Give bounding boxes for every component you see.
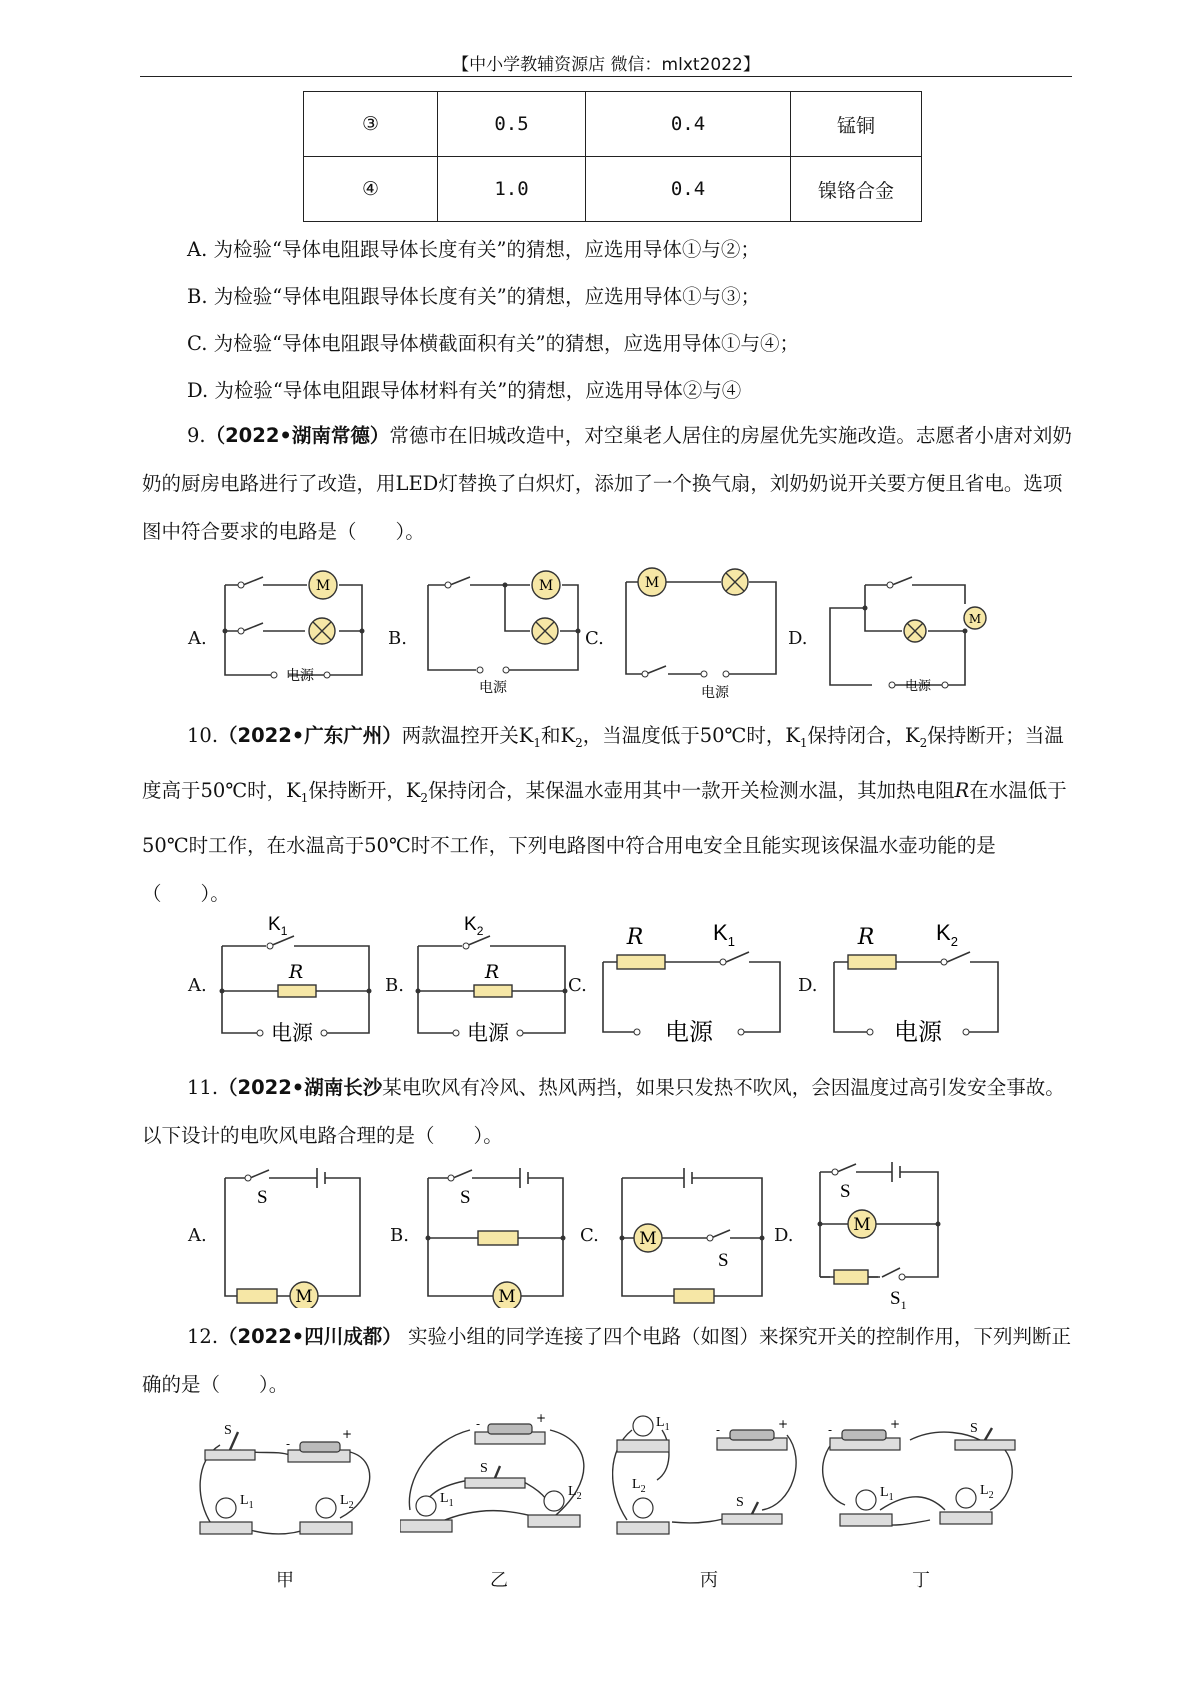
q9-motor-d: M [968, 612, 982, 626]
bulb-icon [633, 1416, 653, 1436]
q9-circuit-c [616, 552, 791, 702]
resistor-icon [474, 985, 512, 997]
q10-resistor-c: R [626, 925, 644, 950]
q11-switch-c: S [718, 1250, 729, 1271]
q10-label-b: B. [385, 975, 404, 996]
q11-label-d: D. [774, 1225, 794, 1246]
bulb-icon [956, 1488, 976, 1508]
q11-switch-d-s1: $S_1$ [890, 1288, 907, 1312]
q12-ding-switch-label: S [970, 1421, 978, 1436]
q10-sub: 2 [919, 735, 928, 750]
bulb-icon [544, 1491, 564, 1511]
q10-sub: 2 [420, 790, 429, 805]
q10-circuit-b [408, 908, 578, 1053]
q12-jia-battery-plus: + [342, 1427, 353, 1441]
q10-sub: 1 [533, 735, 541, 750]
q11-label-b: B. [390, 1225, 409, 1246]
q11-switch-a: S [257, 1187, 268, 1208]
q10-label-a: A. [188, 975, 207, 996]
q11-switch-b: S [460, 1187, 471, 1208]
q10-circuit-a [212, 908, 382, 1053]
q10-text: 保持断开；当温度高于50℃时，K [142, 724, 1064, 802]
q12-circuit-yi [400, 1410, 600, 1550]
table-cell: 镍铬合金 [791, 157, 922, 222]
q12-bing-l1: $L_1$ [656, 1415, 670, 1433]
resistor-icon [478, 1231, 518, 1245]
table-cell: 0.4 [586, 157, 791, 222]
q12-bing-l2: $L_2$ [632, 1477, 646, 1495]
q9-power-b: 电源 [479, 680, 507, 696]
q11-motor-c: M [639, 1229, 657, 1249]
battery-icon [730, 1430, 774, 1440]
lamp-icon [722, 569, 748, 595]
q10-circuit-c [595, 910, 795, 1055]
table-cell: 锰铜 [791, 92, 922, 157]
resistor-icon [617, 955, 665, 969]
q10-text: 保持闭合，K [807, 724, 920, 747]
resistor-icon [848, 955, 896, 969]
q12-circuit-bing [612, 1410, 812, 1550]
question-11 [142, 1064, 1072, 1160]
q9-label-b: B. [388, 628, 407, 649]
q10-text: ，当温度低于50℃时，K [582, 724, 800, 747]
q10-sub: 1 [300, 790, 309, 805]
q10-resistor-symbol: R [954, 778, 970, 802]
q12-ding-battery-minus: - [828, 1423, 833, 1437]
q10-resistor-b: R [484, 961, 500, 983]
q11-circuit-c [612, 1158, 772, 1308]
q9-power-d: 电源 [904, 679, 932, 694]
question-10 [142, 712, 1072, 918]
q10-resistor-d: R [857, 925, 875, 950]
bulb-icon [633, 1498, 653, 1518]
q11-switch-d: S [840, 1181, 851, 1202]
q9-power-c: 电源 [701, 685, 729, 701]
lamp-icon [309, 618, 335, 644]
lamp-icon [904, 620, 926, 642]
q12-ding-l1: $L_1$ [880, 1485, 894, 1503]
q11-number: 11. [187, 1076, 219, 1099]
q10-resistor-a: R [288, 961, 304, 983]
q10-text: 在水温低于50℃时工作，在水温高于50℃时不工作，下列电路图中符合用电安全且能实现该保温水壶功能的是（ ）。 [142, 778, 1067, 905]
bulb-icon [856, 1490, 876, 1510]
q10-switch-d: $K_2$ [936, 920, 958, 949]
q10-text: 和K [540, 724, 576, 747]
resistor-icon [834, 1270, 868, 1284]
q12-caption-jia: 甲 [276, 1570, 294, 1591]
q12-bing-battery-minus: - [716, 1423, 721, 1437]
table-row [304, 92, 922, 157]
q9-circuit-d [820, 560, 995, 695]
q12-bing-switch-label: S [736, 1495, 744, 1510]
battery-icon [300, 1442, 340, 1452]
q12-yi-l1: $L_1$ [440, 1491, 454, 1509]
q12-jia-l1: $L_1$ [240, 1493, 254, 1511]
q11-motor-d: M [853, 1215, 871, 1235]
q12-ding-battery-plus: + [890, 1417, 901, 1431]
q11-source: （2022•湖南长沙 [218, 1076, 383, 1099]
table-cell: 0.5 [438, 92, 586, 157]
q8-option-a: A. 为检验“导体电阻跟导体长度有关”的猜想，应选用导体①与②； [187, 238, 760, 261]
q8-option-c: C. 为检验“导体电阻跟导体横截面积有关”的猜想，应选用导体①与④； [187, 332, 800, 355]
bulb-icon [316, 1498, 336, 1518]
q11-circuit-b [418, 1158, 573, 1308]
q9-motor-c: M [644, 575, 660, 591]
q12-jia-battery-minus: - [286, 1437, 291, 1451]
page-header: 【中小学教辅资源店 微信：mlxt2022】 [452, 55, 760, 75]
q10-power-a: 电源 [271, 1021, 313, 1045]
q10-label-c: C. [568, 975, 587, 996]
q12-source: （2022•四川成都） [218, 1325, 402, 1348]
q8-option-d: D. 为检验“导体电阻跟导体材料有关”的猜想，应选用导体②与④ [187, 379, 742, 402]
q10-circuit-d [826, 910, 1011, 1055]
q9-label-c: C. [585, 628, 604, 649]
q10-switch-a: $K_1$ [268, 914, 288, 938]
q11-label-c: C. [580, 1225, 599, 1246]
table-cell: 1.0 [438, 157, 586, 222]
q12-yi-l2: $L_2$ [568, 1484, 582, 1502]
resistor-icon [278, 985, 316, 997]
q11-motor-b: M [498, 1287, 516, 1307]
question-9 [142, 412, 1072, 556]
q10-power-c: 电源 [665, 1018, 713, 1046]
q12-text: 实验小组的同学连接了四个电路（如图）来探究开关的控制作用，下列判断正确的是（ ）。 [142, 1325, 1071, 1396]
battery-icon [842, 1430, 886, 1440]
table-cell: 0.4 [586, 92, 791, 157]
q11-circuit-d [810, 1152, 960, 1312]
q9-number: 9. [187, 424, 206, 447]
q10-power-b: 电源 [467, 1021, 509, 1045]
resistor-icon [674, 1289, 714, 1303]
q9-power-a: 电源 [286, 668, 314, 684]
q9-circuit-b [418, 560, 593, 700]
q10-number: 10. [187, 724, 219, 747]
q11-label-a: A. [188, 1225, 207, 1246]
q10-power-d: 电源 [894, 1018, 942, 1046]
bulb-icon [216, 1498, 236, 1518]
q12-number: 12. [187, 1325, 219, 1348]
q12-yi-battery-plus: + [536, 1411, 547, 1425]
q12-circuit-jia [190, 1420, 380, 1550]
q12-caption-yi: 乙 [490, 1570, 508, 1591]
q9-circuit-a [215, 560, 390, 690]
q11-text: 某电吹风有冷风、热风两挡，如果只发热不吹风，会因温度过高引发安全事故。以下设计的电吹风电路合理的是（ ）。 [142, 1076, 1065, 1147]
table-row [304, 157, 922, 222]
q12-caption-bing: 丙 [700, 1570, 718, 1591]
q12-jia-switch-label: S [224, 1423, 232, 1438]
q9-label-d: D. [788, 628, 808, 649]
q12-circuit-ding [820, 1410, 1020, 1550]
q9-text: 常德市在旧城改造中，对空巢老人居住的房屋优先实施改造。志愿者小唐对刘奶奶的厨房电路进行了改造，用LED灯替换了白炽灯，添加了一个换气扇，刘奶奶说开关要方便且省电。选项图中符合要求的电路是（ ）。 [142, 424, 1072, 543]
lamp-icon [532, 618, 558, 644]
q10-text: 保持闭合，某保温水壶用其中一款开关检测水温，其加热电阻 [428, 778, 955, 802]
q9-motor-a: M [315, 578, 331, 594]
q10-sub: 1 [799, 735, 808, 750]
q11-circuit-a [215, 1158, 370, 1308]
q12-caption-ding: 丁 [912, 1570, 930, 1591]
q10-switch-c: $K_1$ [713, 920, 735, 949]
battery-icon [488, 1424, 532, 1434]
q8-option-b: B. 为检验“导体电阻跟导体长度有关”的猜想，应选用导体①与③； [187, 285, 761, 308]
q12-yi-battery-minus: - [476, 1417, 481, 1431]
q9-label-a: A. [188, 628, 207, 649]
question-12 [142, 1313, 1072, 1409]
q10-source: （2022•广东广州） [218, 724, 402, 747]
bulb-icon [416, 1496, 436, 1516]
q12-yi-switch-label: S [480, 1461, 488, 1476]
table-cell: ④ [304, 157, 438, 222]
q12-bing-battery-plus: + [778, 1417, 789, 1431]
q12-jia-l2: $L_2$ [340, 1493, 354, 1511]
q10-text: 保持断开，K [308, 778, 421, 802]
q9-source: （2022•湖南常德） [205, 424, 390, 447]
conductor-table [303, 91, 922, 222]
q12-ding-l2: $L_2$ [980, 1483, 994, 1501]
table-cell: ③ [304, 92, 438, 157]
q10-sub: 2 [575, 735, 583, 750]
q11-motor-a: M [295, 1287, 313, 1307]
q9-motor-b: M [538, 578, 554, 594]
q10-label-d: D. [798, 975, 818, 996]
resistor-icon [237, 1289, 277, 1303]
q10-text: 两款温控开关K [401, 724, 534, 747]
q10-switch-b: $K_2$ [464, 914, 484, 938]
header-rule [140, 76, 1072, 77]
